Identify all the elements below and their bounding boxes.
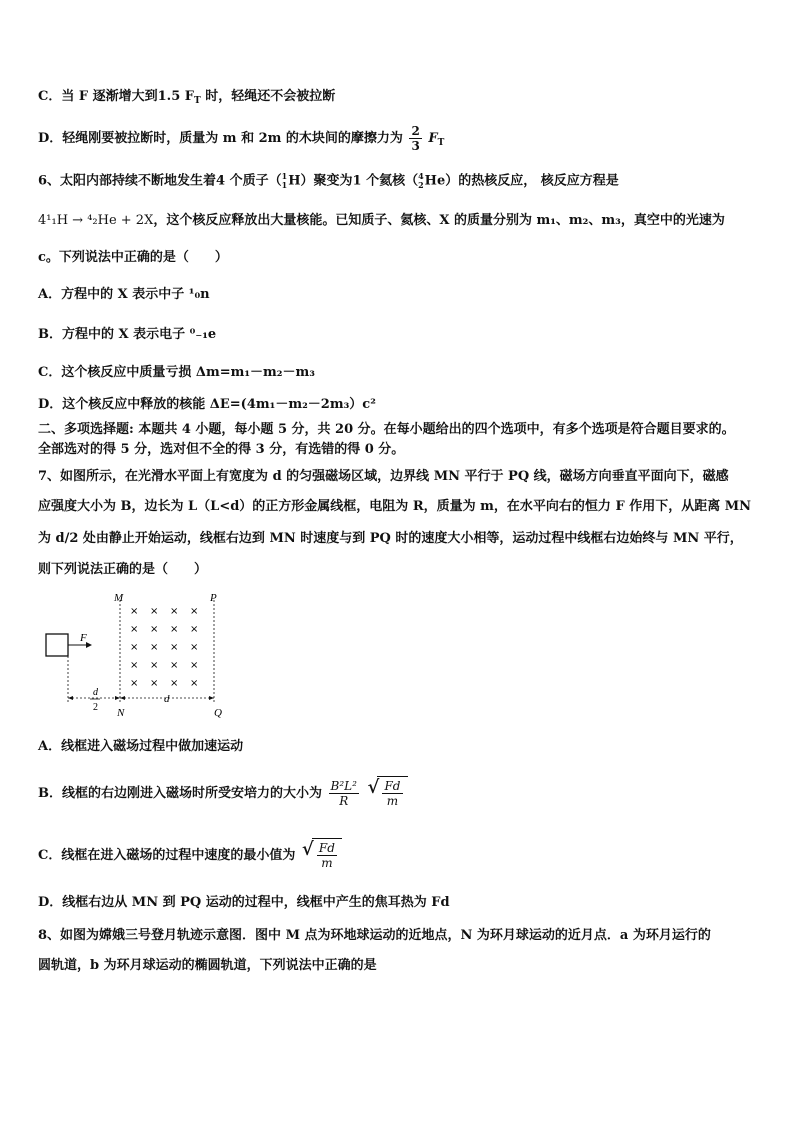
cross-mark: × (170, 642, 179, 653)
square-coil (46, 634, 68, 656)
force-label: F (80, 632, 87, 644)
helium-symbol: 4 2He (418, 171, 446, 190)
cross-mark: × (190, 606, 199, 617)
q8-stem-line1: 8、如图为嫦娥三号登月轨迹示意图．图中 M 点为环地球运动的近地点，N 为环月球运动的近月点．a 为环月运行的 (38, 928, 711, 943)
q6-equation: 4¹₁H → ⁴₂He + 2X (38, 213, 154, 228)
label-p: P (210, 592, 217, 604)
cross-mark: × (150, 678, 159, 689)
cross-mark: × (130, 624, 139, 635)
q7-option-d: D．线框右边从 MN 到 PQ 运动的过程中，线框中产生的焦耳热为 Fd (38, 895, 450, 910)
fraction-denominator: 3 (411, 139, 420, 153)
q5-option-c-sub: T (194, 96, 201, 106)
q7-option-c (38, 838, 764, 873)
label-q: Q (214, 707, 222, 719)
half-d-numerator: d (93, 687, 98, 698)
d-label: d (164, 693, 170, 705)
q7-stem-line2: 应强度大小为 B，边长为 L（L<d）的正方形金属线框，电阻为 R，质量为 m，在水平向右的恒力 F 作用下，从距离 MN (38, 499, 751, 514)
cross-mark: × (190, 678, 199, 689)
q8-stem-line2: 圆轨道，b 为环月球运动的椭圆轨道，下列说法中正确的是 (38, 958, 377, 973)
q5-option-d (38, 124, 764, 158)
q7-option-b (38, 776, 764, 811)
fraction-numerator: B²L² (330, 779, 357, 793)
cross-mark: × (130, 642, 139, 653)
dimension-arrow (209, 696, 214, 700)
q7-option-c-text: C．线框在进入磁场的过程中速度的最小值为 (38, 848, 296, 863)
q7-option-c-sqrt (312, 838, 342, 873)
cross-mark: × (130, 678, 139, 689)
q6-option-d: D．这个核反应中释放的核能 ΔE=(4m₁－m₂－2m₃）c² (38, 397, 376, 412)
q7-option-b-fraction (329, 779, 359, 808)
cross-mark: × (190, 624, 199, 635)
sqrt-numerator: √ Fd (318, 841, 335, 855)
cross-mark: × (170, 624, 179, 635)
q7-stem-line3: 为 d/2 处由静止开始运动，线框右边到 MN 时速度与到 PQ 时的速度大小相等，运动过程中线框右边始终与 MN 平行， (38, 531, 743, 546)
q7-option-a: A．线框进入磁场过程中做加速运动 (38, 739, 244, 754)
q6-stem-part-a: 6、太阳内部持续不断地发生着4 个质子（ (38, 173, 282, 189)
sqrt-denominator: m (386, 794, 399, 808)
field-crosses (130, 606, 198, 689)
magnetic-field-diagram (40, 592, 240, 722)
force-arrow-head (86, 642, 92, 648)
q6-option-c: C．这个核反应中质量亏损 Δm=m₁－m₂－m₃ (38, 365, 315, 380)
q6-stem-line2 (38, 212, 764, 230)
q6-stem-part-c: ）的热核反应， 核反应方程是 (445, 173, 619, 189)
cross-mark: × (170, 678, 179, 689)
cross-mark: × (130, 606, 139, 617)
proton-symbol: 1 1H (281, 171, 301, 190)
diagram-svg (40, 592, 240, 722)
cross-mark: × (130, 660, 139, 671)
q7-option-b-sqrt (377, 776, 407, 811)
q5-option-c (38, 88, 764, 110)
q5-option-c-tail: 时，轻绳还不会被拉断 (200, 89, 336, 104)
cross-mark: × (150, 606, 159, 617)
label-n: N (117, 707, 125, 719)
label-m: M (114, 592, 124, 604)
dimension-arrow (115, 696, 120, 700)
cross-mark: × (190, 660, 199, 671)
dimension-arrow (68, 696, 73, 700)
sqrt-denominator: m (321, 856, 333, 870)
fraction-numerator: 2 (411, 124, 420, 138)
q5-option-d-sub: T (437, 138, 445, 148)
q6-option-b: B．方程中的 X 表示电子 ⁰₋₁e (38, 327, 217, 342)
sqrt-numerator: √ Fd (384, 779, 401, 793)
q5-option-d-tail: F (423, 131, 438, 146)
half-d-denominator: 2 (93, 702, 98, 713)
cross-mark: × (150, 642, 159, 653)
q6-stem-part-d: ，这个核反应释放出大量核能。已知质子、氦核、X 的质量分别为 m₁、m₂、m₃，真空中的光速为 (153, 213, 725, 228)
cross-mark: × (170, 606, 179, 617)
q6-stem-line3: c。下列说法中正确的是（ ） (38, 250, 228, 265)
q6-stem-line1 (38, 172, 764, 191)
section2-line1: 二、多项选择题: 本题共 4 小题，每小题 5 分，共 20 分。在每小题给出的四个选项中，有多个选项是符合题目要求的。 (38, 422, 735, 437)
q7-stem-line4: 则下列说法正确的是（ ） (38, 562, 208, 577)
q5-option-d-text: D．轻绳刚要被拉断时，质量为 m 和 2m 的木块间的摩擦力为 (38, 131, 403, 146)
q6-stem-part-b: ）聚变为1 个氦核（ (300, 173, 419, 189)
q7-option-b-text: B．线框的右边刚进入磁场时所受安培力的大小为 (38, 786, 322, 801)
cross-mark: × (150, 624, 159, 635)
q5-option-d-fraction (409, 124, 421, 153)
q5-option-c-text: C．当 F 逐渐增大到1.5 F (38, 89, 195, 104)
q7-stem-line1: 7、如图所示，在光滑水平面上有宽度为 d 的匀强磁场区域，边界线 MN 平行于 PQ 线，磁场方向垂直平面向下，磁感 (38, 469, 729, 484)
cross-mark: × (170, 660, 179, 671)
dimension-arrow (120, 696, 125, 700)
cross-mark: × (150, 660, 159, 671)
section2-line2: 全部选对的得 5 分，选对但不全的得 3 分，有选错的得 0 分。 (38, 442, 405, 457)
q6-option-a: A．方程中的 X 表示中子 ¹₀n (38, 287, 210, 302)
cross-mark: × (190, 642, 199, 653)
fraction-denominator: R (339, 794, 349, 808)
